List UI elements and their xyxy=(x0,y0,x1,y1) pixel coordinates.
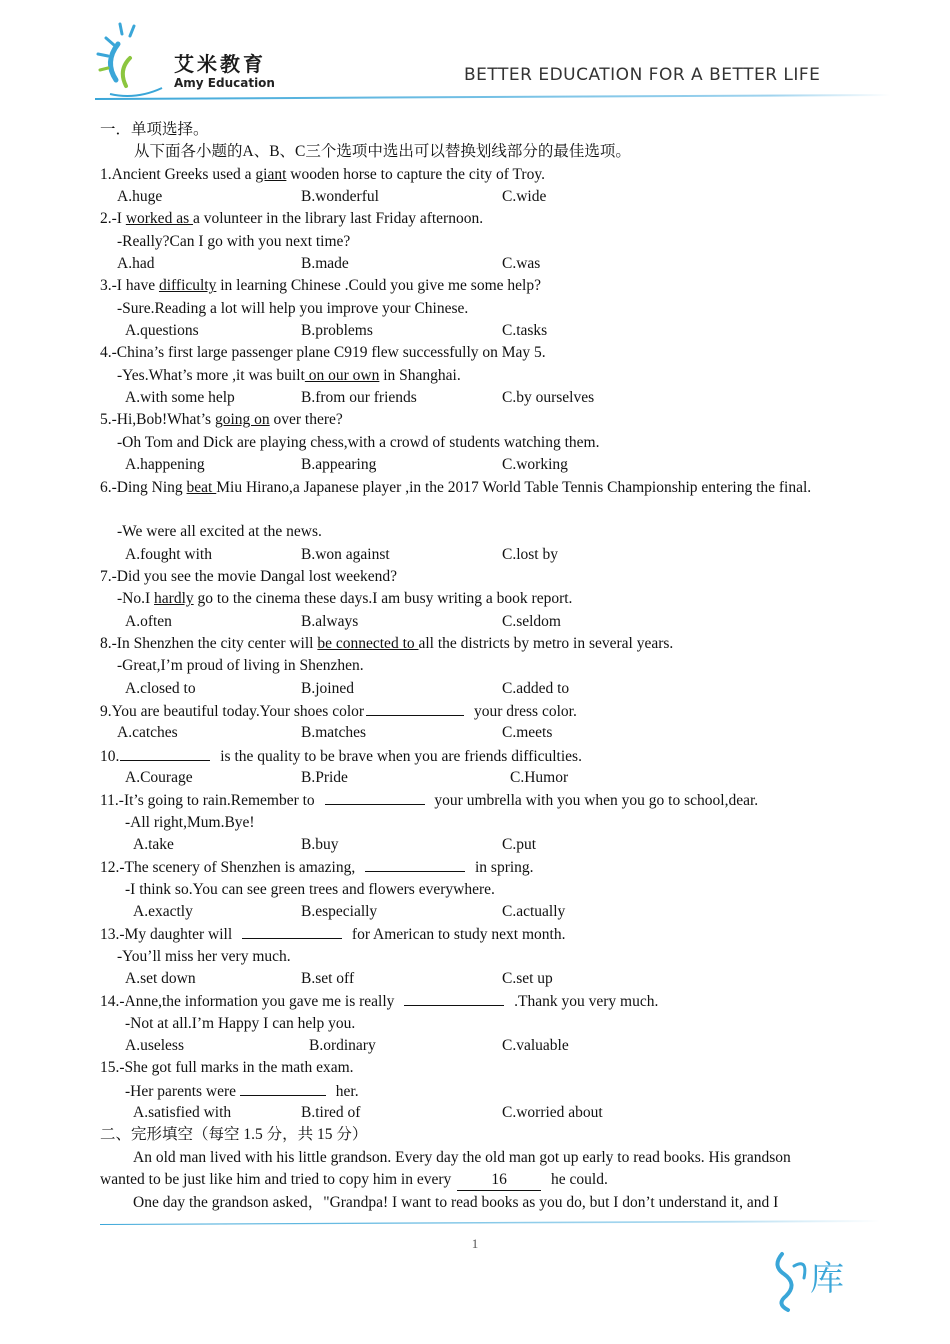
question-12-reply: -I think so.You can see green trees and flowers everywhere. xyxy=(125,880,495,898)
passage-line-2: wanted to be just like him and tried to copy him in every 16 he could. xyxy=(100,1169,860,1191)
question-14-reply: -Not at all.I’m Happy I can help you. xyxy=(125,1014,356,1032)
question-6: 6.-Ding Ning beat Miu Hirano,a Japanese player ,in the 2017 World Table Tennis Championship entering the final. xyxy=(100,478,812,496)
answer-blank[interactable] xyxy=(120,745,210,761)
header-slogan: BETTER EDUCATION FOR A BETTER LIFE xyxy=(464,65,821,85)
question-3-options: A.questions B.problems C.tasks xyxy=(125,322,548,340)
question-11-options: A.take B.buy C.put xyxy=(133,836,537,853)
question-4-reply: -Yes.What’s more ,it was built on our own in Shanghai. xyxy=(117,366,461,384)
question-3-reply: -Sure.Reading a lot will help you improve your Chinese. xyxy=(117,299,469,317)
answer-blank[interactable] xyxy=(365,856,465,872)
section1-title: 一．单项选择。 xyxy=(100,121,209,138)
answer-blank[interactable] xyxy=(325,789,425,805)
question-13-options: A.set down B.set off C.set up xyxy=(125,970,553,988)
question-3: 3.-I have difficulty in learning Chinese .Could you give me some help? xyxy=(100,277,541,295)
question-13-reply: -You’ll miss her very much. xyxy=(117,947,291,965)
section1-instruction: 从下面各小题的A、B、C三个选项中选出可以替换划线部分的最佳选项。 xyxy=(134,143,631,161)
question-4-options: A.with some help B.from our friends C.by ourselves xyxy=(125,389,595,407)
question-4: 4.-China’s first large passenger plane C919 flew successfully on May 5. xyxy=(100,344,546,362)
answer-blank[interactable] xyxy=(240,1080,326,1096)
cloze-blank-16[interactable]: 16 xyxy=(457,1170,541,1191)
header-divider xyxy=(95,92,890,100)
page-number: 1 xyxy=(471,1236,479,1251)
passage-line-3: One day the grandson asked，"Grandpa! I want to read books as you do, but I don’t understand it, and I xyxy=(133,1193,779,1211)
question-1-options: A.huge B.wonderful C.wide xyxy=(117,188,547,206)
question-6-reply: -We were all excited at the news. xyxy=(117,523,322,541)
answer-blank[interactable] xyxy=(242,923,342,939)
question-7-options: A.often B.always C.seldom xyxy=(125,612,561,630)
question-2-reply: -Really?Can I go with you next time? xyxy=(117,232,351,250)
passage-line-1: An old man lived with his little grandson. Every day the old man got up early to read books. His grandson xyxy=(133,1148,791,1166)
question-10-options: A.Courage B.Pride C.Humor xyxy=(125,768,569,786)
question-8: 8.-In Shenzhen the city center will be connected to all the districts by metro in several years. xyxy=(100,634,674,652)
question-6-options: A.fought with B.won against C.lost by xyxy=(125,545,558,563)
question-1: 1.Ancient Greeks used a giant wooden horse to capture the city of Troy. xyxy=(100,165,545,183)
question-10: 10. is the quality to be brave when you are friends difficulties. xyxy=(100,745,860,767)
section2-title: 二、完形填空（每空 1.5 分，共 15 分） xyxy=(100,1126,368,1144)
question-15-options: A.satisfied with B.tired of C.worried about xyxy=(133,1104,603,1122)
brand-name-en: Amy Education xyxy=(174,76,275,90)
question-2: 2.-I worked as a volunteer in the library last Friday afternoon. xyxy=(100,210,484,228)
svg-text:库: 库 xyxy=(810,1259,844,1299)
question-5-options: A.happening B.appearing C.working xyxy=(125,456,568,474)
question-5: 5.-Hi,Bob!What’s going on over there? xyxy=(100,411,343,429)
question-9: 9.You are beautiful today.Your shoes color your dress color. xyxy=(100,700,860,722)
question-11: 11.-It’s going to rain.Remember to your umbrella with you when you go to school,dear. xyxy=(100,789,860,811)
watermark-stamp xyxy=(768,1244,848,1318)
question-8-options: A.closed to B.joined C.added to xyxy=(125,679,570,697)
document-body xyxy=(100,119,860,1214)
question-5-reply: -Oh Tom and Dick are playing chess,with a crowd of students watching them. xyxy=(117,433,600,451)
question-9-options: A.catches B.matches C.meets xyxy=(117,724,553,742)
answer-blank[interactable] xyxy=(404,990,504,1006)
answer-blank[interactable] xyxy=(366,700,464,716)
question-12-options: A.exactly B.especially C.actually xyxy=(133,903,566,921)
question-13: 13.-My daughter will for American to study next month. xyxy=(100,923,860,945)
question-2-options: A.had B.made C.was xyxy=(117,255,541,273)
question-15-reply: -Her parents were her. xyxy=(100,1080,860,1102)
page-header xyxy=(0,0,950,110)
footer-divider xyxy=(100,1219,880,1225)
brand-name-cn: 艾米教育 xyxy=(174,52,266,76)
question-15: 15.-She got full marks in the math exam. xyxy=(100,1059,354,1077)
question-7-reply: -No.I hardly go to the cinema these days.I am busy writing a book report. xyxy=(117,590,573,608)
question-12: 12.-The scenery of Shenzhen is amazing, in spring. xyxy=(100,856,860,878)
question-14: 14.-Anne,the information you gave me is really .Thank you very much. xyxy=(100,990,860,1012)
question-7: 7.-Did you see the movie Dangal lost weekend? xyxy=(100,567,397,585)
question-11-reply: -All right,Mum.Bye! xyxy=(125,813,255,831)
question-14-options: A.useless B.ordinary C.valuable xyxy=(125,1037,569,1055)
question-8-reply: -Great,I’m proud of living in Shenzhen. xyxy=(117,657,364,675)
